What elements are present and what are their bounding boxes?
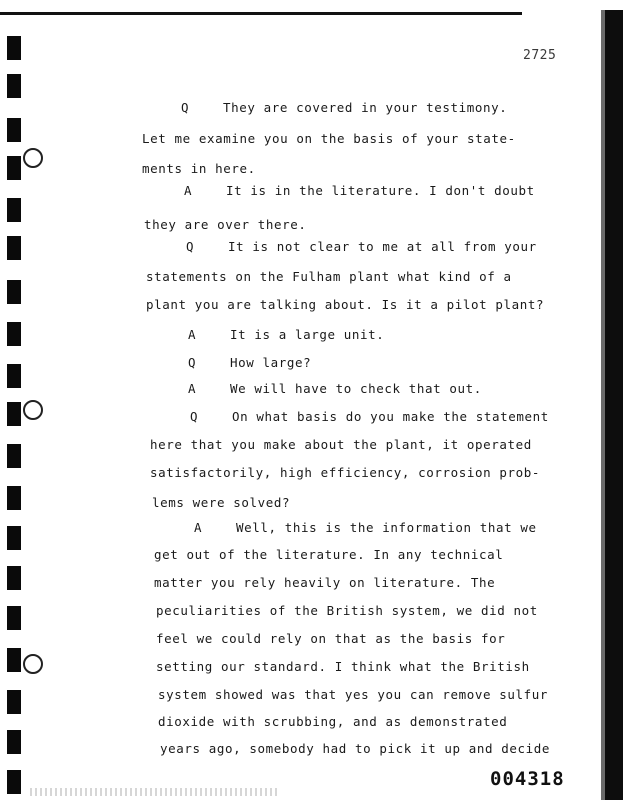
transcript-line (144, 217, 307, 232)
punch-hole (7, 280, 21, 304)
line-text: matter you rely heavily on literature. The (154, 575, 496, 590)
line-text: system showed was that yes you can remove sulfur (158, 687, 549, 702)
line-text: How large? (230, 355, 312, 370)
transcript-line (142, 161, 256, 176)
punch-hole (7, 486, 21, 510)
line-text: years ago, somebody had to pick it up and decide (160, 741, 551, 756)
transcript-line (154, 575, 495, 590)
line-text: It is not clear to me at all from your (228, 239, 537, 254)
transcript-line (146, 297, 544, 312)
punch-hole (7, 118, 21, 142)
punch-hole (7, 74, 21, 98)
punch-hole (7, 36, 21, 60)
transcript-line (184, 183, 535, 198)
speaker-marker: Q (181, 100, 190, 115)
transcript-line (150, 465, 540, 480)
transcript-line (146, 269, 512, 284)
line-text: It is a large unit. (230, 327, 385, 342)
transcript-line (158, 714, 507, 729)
transcript-line (188, 327, 384, 342)
scan-artifact (30, 788, 280, 796)
line-text: plant you are talking about. Is it a pilot plant? (146, 297, 545, 312)
speaker-marker: Q (190, 409, 199, 424)
line-text: they are over there. (144, 217, 307, 232)
line-text: lems were solved? (152, 495, 291, 510)
line-text: get out of the literature. In any technical (154, 547, 504, 562)
punch-hole (7, 322, 21, 346)
line-text: They are covered in your testimony. (223, 100, 508, 115)
line-text: We will have to check that out. (230, 381, 482, 396)
punch-hole (7, 690, 21, 714)
punch-hole (7, 606, 21, 630)
punch-hole (7, 444, 21, 468)
transcript-line (152, 495, 290, 510)
top-rule (0, 12, 522, 15)
transcript-line (150, 437, 532, 452)
document-id-stamp: 004318 (490, 768, 565, 790)
right-scan-edge (605, 10, 623, 800)
transcript-line (158, 687, 548, 702)
punch-hole (7, 730, 21, 754)
transcript-line (156, 659, 530, 674)
speaker-marker: A (184, 183, 193, 198)
binder-margin (3, 0, 33, 800)
page-number: 2725 (523, 48, 557, 63)
punch-hole (7, 526, 21, 550)
line-text: Well, this is the information that we (236, 520, 537, 535)
transcript-line (188, 355, 311, 370)
transcript-line (181, 100, 507, 115)
transcript-line (188, 381, 482, 396)
line-text: It is in the literature. I don't doubt (226, 183, 535, 198)
transcript-line (156, 603, 538, 618)
line-text: Let me examine you on the basis of your state- (142, 131, 516, 146)
transcript-line (190, 409, 549, 424)
binder-ring-icon (23, 654, 43, 674)
transcript-line (186, 239, 537, 254)
line-text: statements on the Fulham plant what kind of a (146, 269, 512, 284)
line-text: peculiarities of the British system, we did not (156, 603, 538, 618)
punch-hole (7, 198, 21, 222)
punch-hole (7, 236, 21, 260)
binder-ring-icon (23, 148, 43, 168)
transcript-line (156, 631, 505, 646)
right-scan-shadow (601, 10, 605, 800)
line-text: ments in here. (142, 161, 256, 176)
punch-hole (7, 402, 21, 426)
line-text: On what basis do you make the statement (232, 409, 549, 424)
speaker-marker: Q (186, 239, 195, 254)
transcript-line (154, 547, 503, 562)
speaker-marker: A (194, 520, 203, 535)
transcript-line (160, 741, 550, 756)
speaker-marker: A (188, 327, 197, 342)
punch-hole (7, 566, 21, 590)
punch-hole (7, 770, 21, 794)
line-text: feel we could rely on that as the basis for (156, 631, 506, 646)
punch-hole (7, 364, 21, 388)
punch-hole (7, 648, 21, 672)
binder-ring-icon (23, 400, 43, 420)
line-text: satisfactorily, high efficiency, corrosion prob- (150, 465, 541, 480)
line-text: dioxide with scrubbing, and as demonstrated (158, 714, 508, 729)
transcript-line (194, 520, 537, 535)
speaker-marker: A (188, 381, 197, 396)
transcript-line (142, 131, 516, 146)
punch-hole (7, 156, 21, 180)
line-text: here that you make about the plant, it operated (150, 437, 532, 452)
line-text: setting our standard. I think what the British (156, 659, 530, 674)
speaker-marker: Q (188, 355, 197, 370)
